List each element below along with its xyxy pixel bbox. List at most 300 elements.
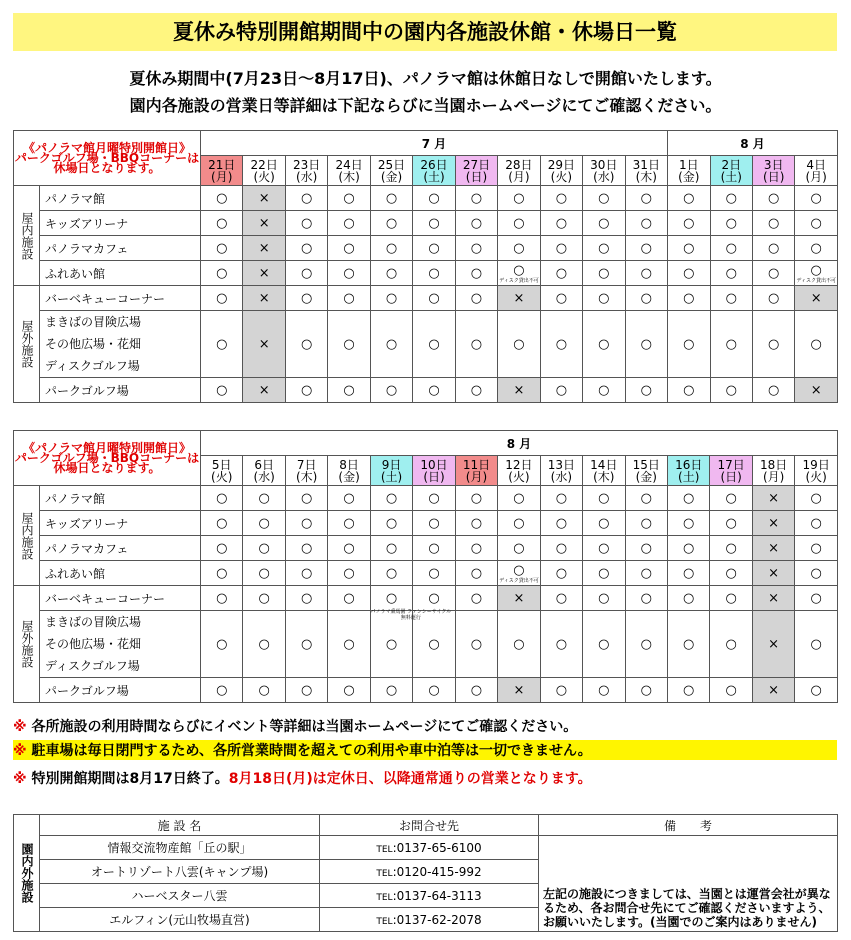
status-cell [370,511,412,536]
status-cell [625,211,668,236]
status-cell [498,261,540,286]
status-cell [413,311,455,378]
status-cell [243,586,285,611]
open-mark: ○ [598,490,610,506]
status-cell [795,511,838,536]
status-cell [625,586,667,611]
status-cell [455,378,497,403]
open-mark: ○ [216,215,228,231]
open-mark: ○ [343,290,355,306]
contact-name: ハーベスター八雲 [40,884,320,908]
status-cell [795,211,837,236]
open-mark: ○ [258,636,270,652]
contact-phone[interactable]: TEL:0137-64-3113 [320,884,539,908]
open-mark: ○ [428,336,440,352]
status-cell [583,378,625,403]
facility-name: ふれあい館 [40,261,201,286]
status-cell [540,286,582,311]
status-cell [583,486,625,511]
open-mark: ○ [343,565,355,581]
day-header: 21日 (月) [201,156,243,186]
closed-mark: × [513,290,525,306]
contact-phone[interactable]: TEL:0137-62-2078 [320,908,539,932]
disc-note: ディスク貸出不可 [796,277,836,284]
status-cell [625,236,668,261]
status-cell [413,586,455,611]
status-cell [753,211,795,236]
category-outdoor: 屋外施設 [14,586,40,703]
status-cell [328,536,370,561]
status-cell [285,536,327,561]
intro-line-2: 園内各施設の営業日等詳細は下記ならびに当園ホームページにてご確認ください。 [129,96,722,115]
status-cell [668,186,710,211]
status-cell [243,511,285,536]
day-header: 15日 (金) [625,456,667,486]
open-mark: ○ [768,190,780,206]
contact-phone[interactable]: TEL:0137-65-6100 [320,836,539,860]
open-mark: ○ [555,190,568,206]
status-cell [328,586,370,611]
status-cell [455,611,497,678]
status-cell [285,561,327,586]
open-mark: ○ [216,540,228,556]
status-cell [583,678,625,703]
status-cell [413,261,455,286]
status-cell [710,378,752,403]
open-mark: ○ [513,215,525,231]
open-mark: ○ [555,336,568,352]
status-cell [540,261,582,286]
open-mark: ○ [598,540,610,556]
open-mark: ○ [513,336,525,352]
open-mark: ○ [768,240,780,256]
open-mark: ○ [470,290,483,306]
contact-table [13,814,838,932]
status-cell [668,586,710,611]
day-header: 19日 (火) [795,456,838,486]
status-cell [413,678,455,703]
status-cell [752,561,794,586]
status-cell [285,678,327,703]
status-cell [795,678,838,703]
open-mark: ○ [683,682,695,698]
status-cell [752,678,794,703]
status-cell [413,511,455,536]
status-cell [710,511,752,536]
day-header: 28日 (月) [498,156,540,186]
schedule-table-july [13,130,838,403]
open-mark: ○ [768,290,780,306]
status-cell [498,536,540,561]
note-homepage: ※ 各所施設の利用時間ならびにイベント等詳細は当園ホームページにてご確認ください。 [13,719,578,735]
open-mark: ○ [428,515,440,531]
status-cell [498,311,540,378]
open-mark: ○ [343,515,355,531]
closed-mark: × [768,636,780,652]
status-cell [370,378,412,403]
status-cell [243,211,285,236]
status-cell [201,311,243,378]
open-mark: ○ [385,215,398,231]
open-mark: ○ [385,382,398,398]
fantasy-cycle-note: パノラマ乗馬園 ファンシーサイクル無料運行 [370,608,452,621]
status-cell [370,261,412,286]
closed-mark: × [768,540,780,556]
status-cell [753,378,795,403]
open-mark: ○ [385,265,398,281]
status-cell [455,586,497,611]
status-cell [710,536,752,561]
open-mark: ○ [470,515,483,531]
open-mark: ○ [216,636,228,652]
status-cell [455,511,497,536]
status-cell [668,561,710,586]
open-mark: ○ [640,290,652,306]
status-cell [201,186,243,211]
status-cell [201,211,243,236]
status-cell [498,186,540,211]
status-cell [668,236,710,261]
open-mark: ○ [768,336,780,352]
open-mark: ○ [343,382,355,398]
open-mark: ○ [768,265,780,281]
status-cell [201,586,243,611]
status-cell [201,378,243,403]
status-cell [625,611,667,678]
open-mark: ○ [300,682,313,698]
status-cell [370,211,412,236]
status-cell [710,611,752,678]
status-cell [498,486,540,511]
status-cell [328,378,370,403]
open-mark: ○ [555,515,568,531]
status-cell [753,311,795,378]
open-mark: ○ [428,636,440,652]
status-cell [285,211,327,236]
day-header: 30日 (水) [583,156,625,186]
open-mark: ○ [300,540,313,556]
open-mark: ○ [428,565,440,581]
status-cell [668,611,710,678]
facility-name: パノラマカフェ [40,536,201,561]
open-mark: ○ [598,190,610,206]
status-cell [795,311,837,378]
open-mark: ○ [725,636,737,652]
day-header: 11日 (月) [455,456,497,486]
open-mark: ○ [216,240,228,256]
open-mark: ○ [300,190,313,206]
facility-name: パークゴルフ場 [40,678,201,703]
monday-special-note: 《パノラマ館月曜特別開館日》 パークゴルフ場・BBQコーナーは 休場日となります。 [14,431,201,486]
open-mark: ○ [513,240,525,256]
status-cell [455,261,497,286]
open-mark: ○ [343,490,355,506]
open-mark: ○ [343,336,355,352]
contact-remark: 左記の施設につきましては、当園とは運営会社が異なるため、各お問合せ先にてご確認くださいますよう、お願いいたします。(当園でのご案内はありません) [539,836,838,932]
open-mark: ○ [300,290,313,306]
open-mark: ○ [343,190,355,206]
closed-mark: × [258,336,270,352]
day-header: 18日 (月) [752,456,794,486]
open-mark: ○ [640,265,652,281]
page-title: 夏休み特別開館期間中の園内各施設休館・休場日一覧 [13,13,837,51]
status-cell [370,186,412,211]
status-cell [413,611,455,678]
open-mark: ○ [640,565,652,581]
status-cell [201,261,243,286]
open-mark: ○ [683,515,695,531]
schedule-table-august [13,430,838,703]
status-cell [752,536,794,561]
status-cell [413,486,455,511]
status-cell [753,286,795,311]
status-cell [328,561,370,586]
open-mark: ○ [810,336,822,352]
facility-name: バーベキューコーナー [40,586,201,611]
open-mark: ○ [810,682,822,698]
status-cell [370,286,412,311]
open-mark: ○ [343,636,355,652]
facility-name: パノラマカフェ [40,236,201,261]
status-cell [285,261,327,286]
status-cell [668,311,710,378]
open-mark: ○ [428,265,440,281]
open-mark: ○ [385,336,398,352]
status-cell [285,286,327,311]
status-cell [201,678,243,703]
closed-mark: × [513,382,525,398]
status-cell [795,378,837,403]
status-cell [668,511,710,536]
open-mark: ○ [513,540,525,556]
day-header: 24日 (木) [328,156,370,186]
day-header: 8日 (金) [328,456,370,486]
closed-mark: × [768,565,780,581]
open-mark: ○ [555,636,568,652]
open-mark: ○ [428,490,440,506]
open-mark: ○ [598,682,610,698]
open-mark: ○ [810,262,822,278]
status-cell [625,486,667,511]
status-cell [498,511,540,536]
status-cell [285,311,327,378]
open-mark: ○ [598,290,610,306]
open-mark: ○ [640,590,652,606]
status-cell [413,561,455,586]
status-cell [710,486,752,511]
open-mark: ○ [385,590,398,606]
status-cell [583,261,625,286]
facility-name: まきばの冒険広場 その他広場・花畑 ディスクゴルフ場 [40,611,201,678]
open-mark: ○ [470,240,483,256]
status-cell [370,586,412,611]
open-mark: ○ [683,540,695,556]
open-mark: ○ [385,490,398,506]
open-mark: ○ [216,382,228,398]
open-mark: ○ [683,590,695,606]
status-cell [583,611,625,678]
status-cell [243,286,285,311]
closed-mark: × [513,590,525,606]
open-mark: ○ [683,190,695,206]
open-mark: ○ [470,190,483,206]
open-mark: ○ [598,215,610,231]
closed-mark: × [258,215,270,231]
note-parking: ※ 駐車場は毎日閉門するため、各所営業時間を超えての利用や車中泊等は一切できません。 [13,740,837,760]
facility-name: バーベキューコーナー [40,286,201,311]
status-cell [285,378,327,403]
status-cell [753,236,795,261]
open-mark: ○ [725,490,737,506]
open-mark: ○ [598,336,610,352]
status-cell [455,236,497,261]
status-cell [201,236,243,261]
status-cell [243,536,285,561]
day-header: 17日 (日) [710,456,752,486]
open-mark: ○ [216,515,228,531]
open-mark: ○ [513,190,525,206]
status-cell [540,678,582,703]
open-mark: ○ [725,190,737,206]
open-mark: ○ [385,682,398,698]
category-indoor: 屋内施設 [14,186,40,286]
status-cell [583,536,625,561]
open-mark: ○ [810,636,822,652]
status-cell [498,561,540,586]
open-mark: ○ [810,215,822,231]
status-cell [795,611,838,678]
note-special-period: ※ 特別開館期間は8月17日終了。8月18日(月)は定休日、以降通常通りの営業となります。 [13,771,592,787]
disc-note: ディスク貸出不可 [499,277,539,284]
status-cell [583,511,625,536]
open-mark: ○ [640,336,652,352]
open-mark: ○ [258,490,270,506]
open-mark: ○ [640,382,652,398]
status-cell [328,236,370,261]
day-header: 5日 (火) [201,456,243,486]
status-cell [455,561,497,586]
facility-name: パノラマ館 [40,186,201,211]
day-header: 9日 (土) [370,456,412,486]
open-mark: ○ [725,336,737,352]
status-cell [710,678,752,703]
status-cell [540,236,582,261]
open-mark: ○ [300,215,313,231]
facility-name: ふれあい館 [40,561,201,586]
status-cell [370,561,412,586]
facility-name: キッズアリーナ [40,511,201,536]
status-cell [285,611,327,678]
contact-header-facility: 施 設 名 [40,815,320,836]
status-cell [625,511,667,536]
status-cell [328,511,370,536]
closed-mark: × [768,515,780,531]
status-cell [540,311,582,378]
status-cell [540,486,582,511]
status-cell [370,608,452,678]
closed-mark: × [258,190,270,206]
status-cell [455,211,497,236]
open-mark: ○ [343,265,355,281]
contact-phone[interactable]: TEL:0120-415-992 [320,860,539,884]
contact-header-phone: お問合せ先 [320,815,539,836]
open-mark: ○ [725,382,737,398]
status-cell [540,511,582,536]
open-mark: ○ [300,490,313,506]
open-mark: ○ [470,682,483,698]
open-mark: ○ [555,240,568,256]
facility-name: キッズアリーナ [40,211,201,236]
open-mark: ○ [258,515,270,531]
status-cell [370,536,412,561]
status-cell [583,586,625,611]
open-mark: ○ [300,565,313,581]
status-cell [583,211,625,236]
status-cell [413,211,455,236]
status-cell [370,486,412,511]
contact-name: 情報交流物産館「丘の駅」 [40,836,320,860]
status-cell [370,678,412,703]
status-cell [328,186,370,211]
status-cell [201,561,243,586]
open-mark: ○ [343,215,355,231]
open-mark: ○ [555,682,568,698]
status-cell [498,586,540,611]
status-cell [201,286,243,311]
status-cell [328,286,370,311]
status-cell [498,211,540,236]
open-mark: ○ [683,215,695,231]
status-cell [328,678,370,703]
status-cell [795,586,838,611]
open-mark: ○ [470,636,483,652]
status-cell [540,586,582,611]
open-mark: ○ [810,540,822,556]
open-mark: ○ [725,240,737,256]
open-mark: ○ [725,265,737,281]
status-cell [285,186,327,211]
open-mark: ○ [640,540,652,556]
day-header: 14日 (木) [583,456,625,486]
open-mark: ○ [343,590,355,606]
open-mark: ○ [300,590,313,606]
status-cell [668,378,710,403]
open-mark: ○ [598,590,610,606]
open-mark: ○ [810,490,822,506]
status-cell [328,261,370,286]
open-mark: ○ [725,515,737,531]
status-cell [540,536,582,561]
status-cell [625,536,667,561]
status-cell [625,311,668,378]
status-cell [583,561,625,586]
open-mark: ○ [683,565,695,581]
status-cell [625,286,668,311]
intro-line-1: 夏休み期間中(7月23日～8月17日)、パノラマ館は休館日なしで開館いたします。 [129,69,722,88]
open-mark: ○ [513,490,525,506]
status-cell [201,486,243,511]
status-cell [710,211,752,236]
open-mark: ○ [428,540,440,556]
day-header: 4日 (月) [795,156,837,186]
status-cell [540,561,582,586]
status-cell [413,186,455,211]
open-mark: ○ [216,190,228,206]
status-cell [583,311,625,378]
status-cell [201,611,243,678]
status-cell [243,311,285,378]
open-mark: ○ [216,290,228,306]
